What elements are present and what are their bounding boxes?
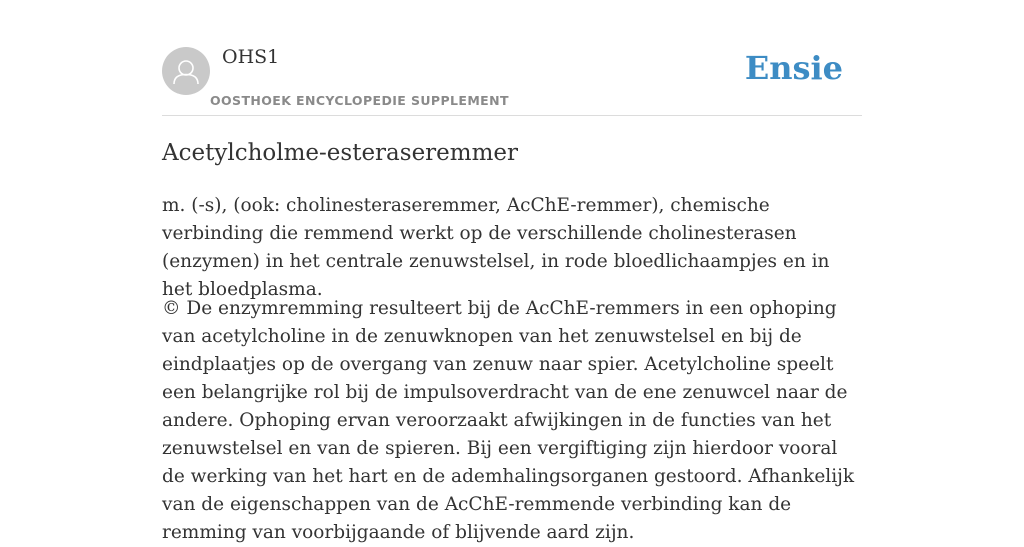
page-container	[162, 0, 862, 543]
user-silhouette-icon	[162, 47, 210, 95]
author-avatar[interactable]	[162, 47, 210, 95]
entry-header	[162, 0, 862, 116]
entry-title: Acetylcholme-esteraseremmer	[162, 140, 519, 166]
author-name-link[interactable]: OHS1	[222, 46, 280, 68]
entry-paragraph-2: © De enzymremming resulteert bij de AcChE-remmers in een ophoping van acetylcholine in de zenuwknopen van het zenuwstelsel en bij de eindplaatjes op de overgang van zenuw naar spier. Acetylcholine speelt een belangrijke rol bij de impulsoverdracht van de ene zenuwcel naar de andere. Ophoping ervan veroorzaakt afwijkingen in de functies van het zenuwstelsel en van de spieren. Bij een vergiftiging zijn hierdoor vooral de werking van het hart en de ademhalingsorganen gestoord. Afhankelijk van de eigenschappen van de AcChE-remmende verbinding kan de remming van voorbijgaande of blijvende aard zijn.	[162, 298, 855, 543]
entry-paragraph-1: m. (-s), (ook: cholinesteraseremmer, AcChE-remmer), chemische verbinding die remmend werkt op de verschillende cholinesterasen (enzymen) in het centrale zenuwstelsel, in rode bloedlichaampjes en in het bloedplasma.	[162, 195, 830, 300]
ensie-logo-link[interactable]: Ensie	[744, 49, 843, 87]
source-label[interactable]: OOSTHOEK ENCYCLOPEDIE SUPPLEMENT	[210, 93, 509, 108]
